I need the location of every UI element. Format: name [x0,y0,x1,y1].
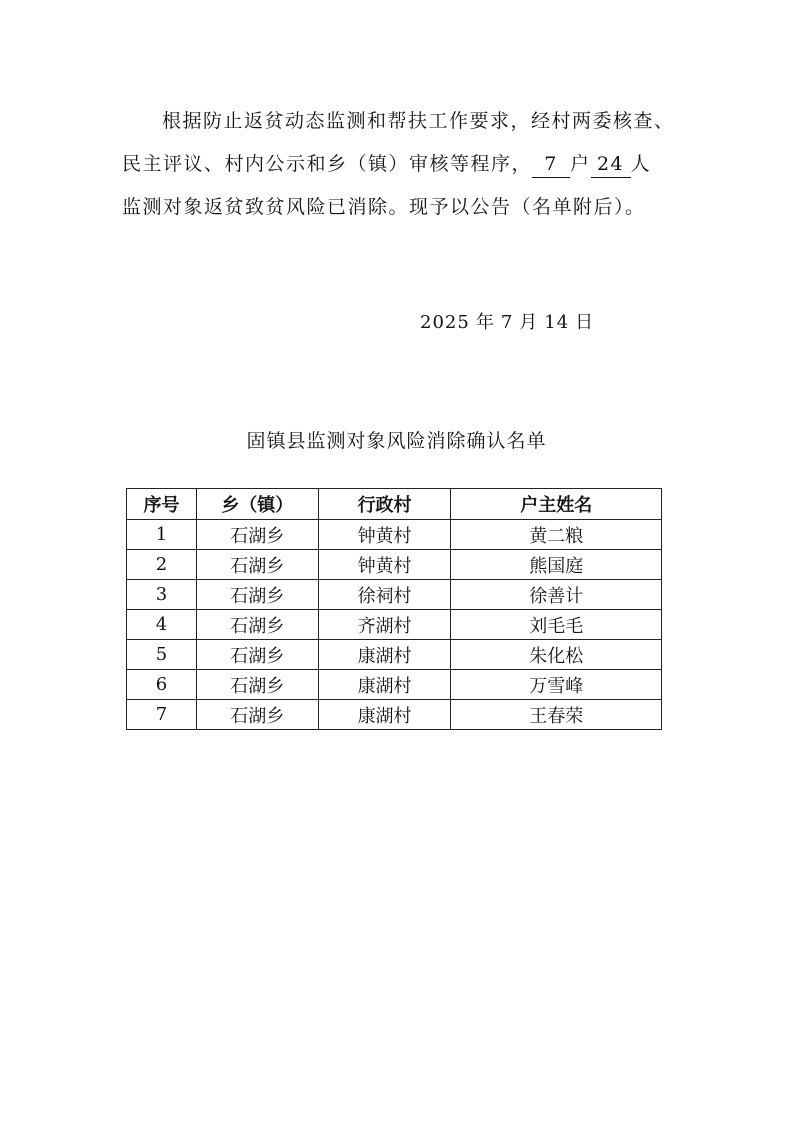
cell-village: 徐祠村 [318,580,451,610]
date-month-unit: 月 [519,312,539,333]
notice-line-2 [122,143,702,186]
cell-index: 3 [127,580,197,610]
notice-line-3: 监测对象返贫致贫风险已消除。现予以公告（名单附后）。 [122,196,646,218]
cell-township: 石湖乡 [196,520,318,550]
cell-township: 石湖乡 [196,640,318,670]
notice-line-2-prefix: 民主评议、村内公示和乡（镇）审核等程序， [122,153,533,175]
cell-index: 6 [127,670,197,700]
cell-index: 4 [127,610,197,640]
table-row [127,640,662,670]
notice-date [420,308,600,334]
header-township: 乡（镇） [196,489,318,520]
header-index: 序号 [127,489,197,520]
person-unit: 人 [630,153,652,175]
cell-village: 钟黄村 [318,550,451,580]
cell-village: 康湖村 [318,640,451,670]
household-unit: 户 [570,153,591,175]
cell-index: 2 [127,550,197,580]
cell-householder: 熊国庭 [451,550,662,580]
cell-householder: 万雪峰 [451,670,662,700]
household-count: 7 [532,151,570,178]
table-row [127,580,662,610]
cell-index: 1 [127,520,197,550]
cell-township: 石湖乡 [196,700,318,730]
notice-line-1: 根据防止返贫动态监测和帮扶工作要求，经村两委核查、 [162,110,675,132]
header-village: 行政村 [318,489,451,520]
date-year-unit: 年 [475,312,495,333]
table-header-row [127,489,662,520]
cell-householder: 王春荣 [451,700,662,730]
cell-village: 钟黄村 [318,520,451,550]
person-count: 24 [591,151,631,178]
table-row [127,550,662,580]
date-day-unit: 日 [575,312,595,333]
cell-index: 7 [127,700,197,730]
cell-index: 5 [127,640,197,670]
roster-table [126,488,662,730]
notice-body [122,100,702,229]
cell-householder: 徐善计 [451,580,662,610]
cell-village: 康湖村 [318,700,451,730]
cell-township: 石湖乡 [196,610,318,640]
cell-township: 石湖乡 [196,550,318,580]
table-row [127,610,662,640]
cell-township: 石湖乡 [196,580,318,610]
header-householder: 户主姓名 [451,489,662,520]
date-year: 2025 [420,312,470,333]
cell-householder: 黄二粮 [451,520,662,550]
cell-householder: 刘毛毛 [451,610,662,640]
table-row [127,700,662,730]
cell-householder: 朱化松 [451,640,662,670]
date-day: 14 [544,312,570,333]
cell-village: 康湖村 [318,670,451,700]
cell-township: 石湖乡 [196,670,318,700]
table-row [127,670,662,700]
date-month: 7 [500,312,514,333]
table-row [127,520,662,550]
list-title: 固镇县监测对象风险消除确认名单 [246,430,547,452]
cell-village: 齐湖村 [318,610,451,640]
